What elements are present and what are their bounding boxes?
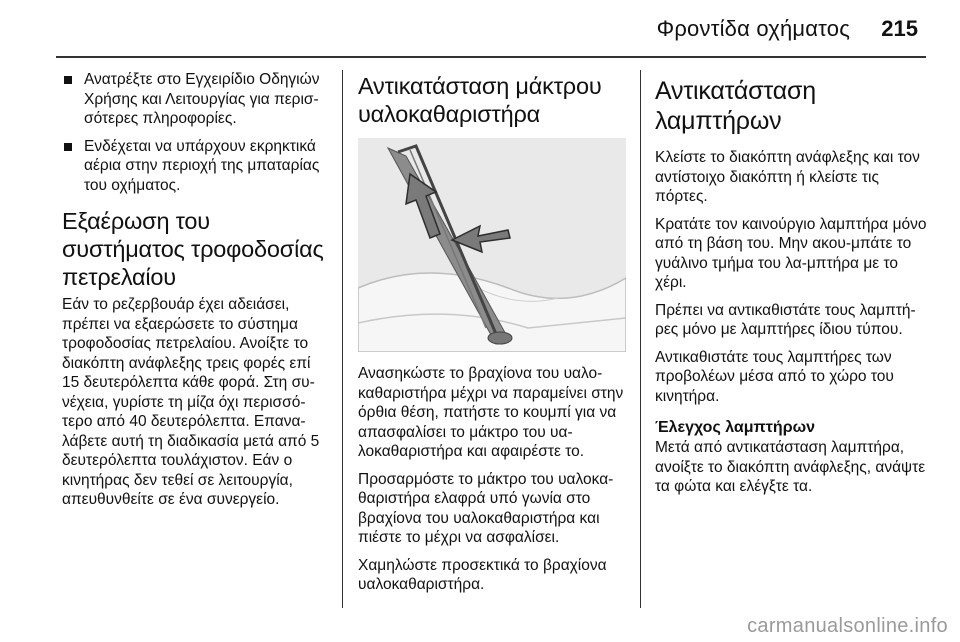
body-paragraph: Αντικαθιστάτε τους λαμπτήρες των προβολέων μέσα από το χώρο του κινητήρα.: [655, 348, 894, 405]
section-heading-wiper-blade: Αντικατάσταση μάκτρου υαλοκαθαριστήρα: [358, 73, 602, 127]
page-header: [0, 0, 960, 56]
body-paragraph: Κρατάτε τον καινούργιο λαμπτήρα μόνο από τη βάση του. Μην ακου-μπάτε το γυάλινο τμήμα του λα-μπτήρα με το χέρι.: [655, 215, 927, 291]
header-divider: [56, 56, 926, 58]
square-bullet-icon: [64, 143, 72, 151]
body-paragraph: Εάν το ρεζερβουάρ έχει αδειάσει, πρέπει να εξαερώσετε το σύστημα τροφοδοσίας πετρελαίου. Ανοίξτε το διακόπτη ανάφλεξης τρεις φορές επί 15 δευτερόλεπτα κάθε φορά. Στη συ-νέχεια, γυρίστε τη μίζα όχι περισσό-τερο από 40 δευτερόλεπτα. Επανα-λάβετε αυτή τη διαδικασία μετά από 5 δευτερόλεπτα τουλάχιστον. Εάν ο κινητήρας δεν τεθεί σε λειτουργία, απευθυνθείτε σε ένα συνεργείο.: [62, 296, 320, 508]
page-number: 215: [881, 16, 918, 41]
body-paragraph: Πρέπει να αντικαθιστάτε τους λαμπτή-ρες μόνο με λαμπτήρες ίδιου τύπου.: [655, 301, 916, 338]
square-bullet-icon: [64, 76, 72, 84]
column-divider-left: [342, 70, 343, 608]
bullet-item: [62, 70, 330, 129]
bullet-list: [62, 70, 330, 195]
body-paragraph: Κλείστε το διακόπτη ανάφλεξης και τον αντίστοιχο διακόπτη ή κλείστε τις πόρτες.: [655, 149, 920, 205]
body-paragraph: Ανασηκώστε το βραχίονα του υαλο-καθαριστήρα μέχρι να παραμείνει στην όρθια θέση, πατήστε το κουμπί για να απασφαλίσει το μάκτρο του υα-λοκαθαριστήρα και αφαιρέστε το.: [358, 365, 624, 460]
bullet-item: [62, 137, 330, 196]
body-paragraph: Χαμηλώστε προσεκτικά το βραχίονα υαλοκαθαριστήρα.: [358, 556, 607, 593]
column-left: [62, 70, 330, 518]
subheading-bulb-check: Έλεγχος λαμπτήρων: [655, 419, 816, 436]
section-heading-bulb-replacement: Αντικατάσταση λαμπτήρων: [655, 77, 816, 135]
bullet-text: Ενδέχεται να υπάρχουν εκρηκτικά αέρια στην περιοχή της μπαταρίας του οχήματος.: [84, 137, 320, 194]
column-divider-right: [640, 70, 641, 608]
body-paragraph: Μετά από αντικατάσταση λαμπτήρα, ανοίξτε το διακόπτη ανάφλεξης, ανάψτε τα φώτα και ελέγξτε τα.: [655, 439, 926, 495]
bullet-text: Ανατρέξτε στο Εγχειρίδιο Οδηγιών Χρήσης και Λειτουργίας για περισ-σότερες πληροφορίες.: [84, 71, 320, 127]
column-middle: [358, 70, 626, 603]
section-title: Φροντίδα οχήματος: [656, 16, 850, 41]
body-paragraph: Προσαρμόστε το μάκτρο του υαλοκα-θαριστήρα ελαφρά υπό γωνία στο βραχίονα του υαλοκαθαριστήρα και πιέστε το μέχρι να ασφαλίσει.: [358, 470, 614, 546]
watermark: carmanualsonline.info: [747, 615, 948, 637]
wiper-blade-illustration: [358, 138, 626, 352]
column-right: [655, 70, 927, 505]
section-heading-fuel-bleeding: Εξαέρωση του συστήματος τροφοδοσίας πετρελαίου: [62, 208, 324, 290]
